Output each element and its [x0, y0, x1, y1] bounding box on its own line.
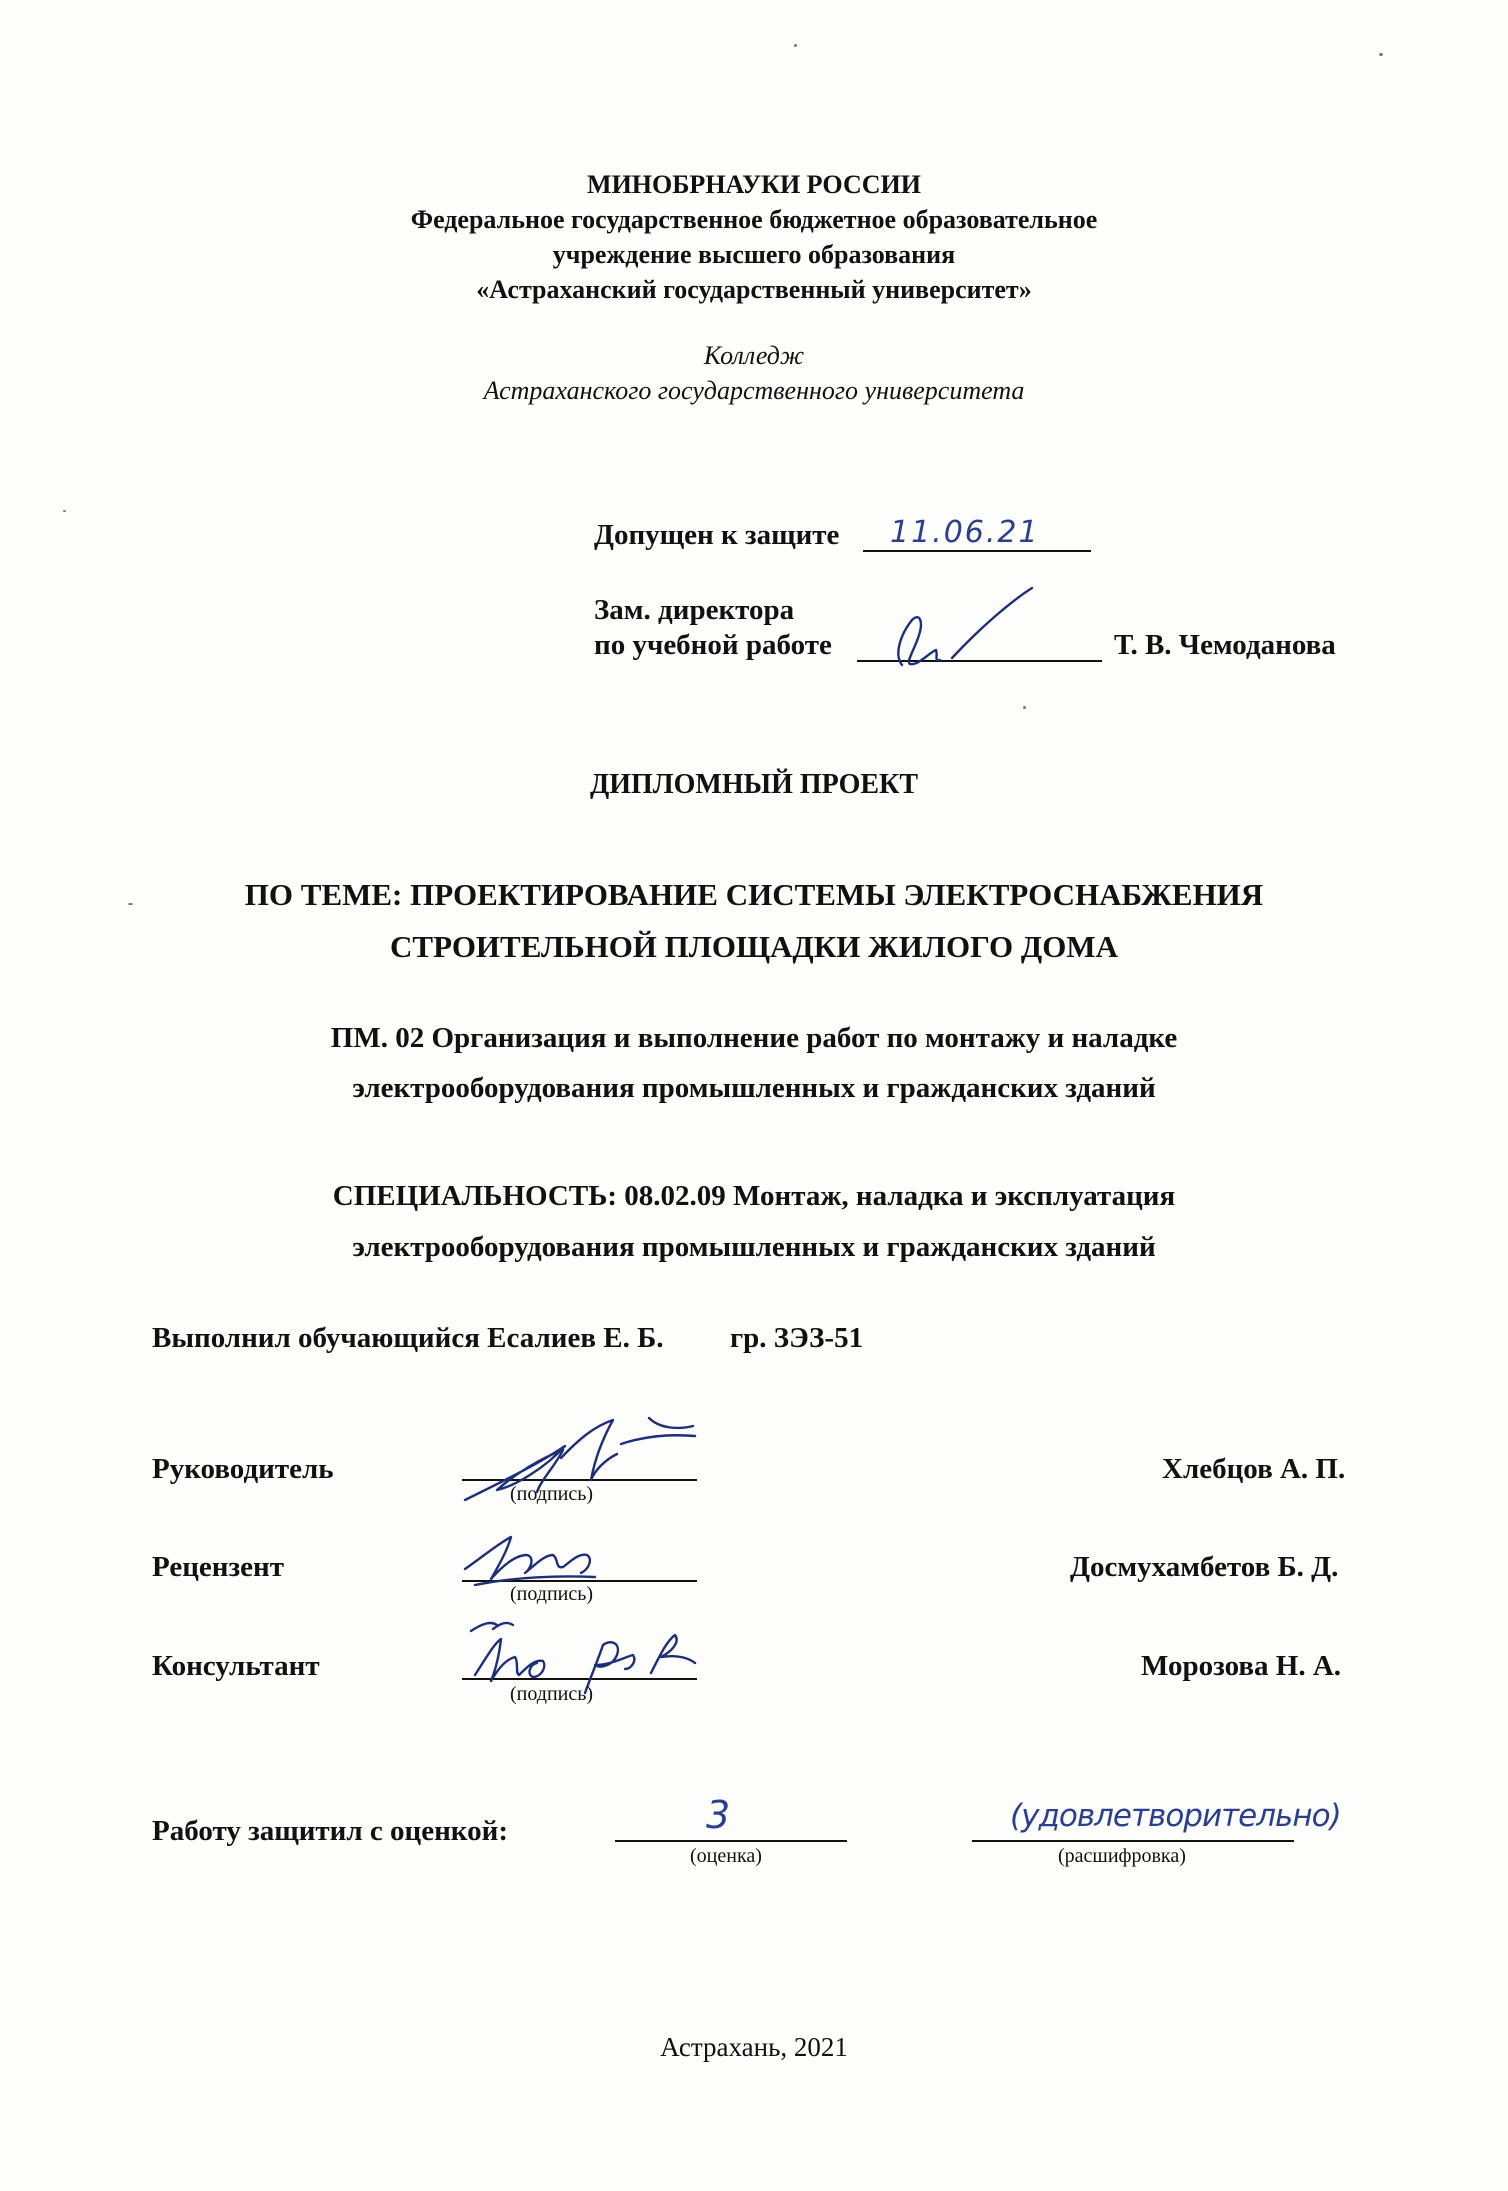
college-line-2: Астраханского государственного университета [483, 376, 1025, 405]
deputy-name: Т. В. Чемоданова [1114, 629, 1336, 661]
specialty-line-2: электрооборудования промышленных и гражданских зданий [352, 1231, 1156, 1263]
signatory-name-reviewer: Досмухамбетов Б. Д. [1070, 1551, 1339, 1583]
document-type: ДИПЛОМНЫЙ ПРОЕКТ [589, 769, 919, 800]
signature-caption-reviewer: (подпись) [510, 1583, 594, 1605]
performer-group: гр. ЗЭЗ-51 [730, 1322, 864, 1354]
admission-date: 11.06.21 [890, 515, 1040, 550]
institution-line-2: учреждение высшего образования [552, 240, 956, 269]
signatory-role-reviewer: Рецензент [152, 1551, 284, 1583]
signatory-name-supervisor: Хлебцов А. П. [1162, 1453, 1346, 1485]
grade-caption: (оценка) [690, 1845, 762, 1867]
module-line-1: ПМ. 02 Организация и выполнение работ по монтажу и наладке [330, 1022, 1178, 1054]
topic-line-1: ПО ТЕМЕ: ПРОЕКТИРОВАНИЕ СИСТЕМЫ ЭЛЕКТРОСНАБЖЕНИЯ [244, 877, 1264, 912]
decoding-line [972, 1840, 1294, 1842]
signature-caption-consultant: (подпись) [510, 1683, 594, 1705]
grade-value: 3 [706, 1793, 731, 1837]
scan-speck [1379, 53, 1383, 56]
performer: Выполнил обучающийся Есалиев Е. Б. [152, 1322, 664, 1354]
college-line-1: Колледж [703, 341, 805, 370]
scan-speck [794, 44, 797, 47]
module-line-2: электрооборудования промышленных и гражданских зданий [352, 1072, 1156, 1104]
admission-date-line [863, 550, 1091, 552]
admission-label: Допущен к защите [594, 519, 840, 551]
specialty-line-1: СПЕЦИАЛЬНОСТЬ: 08.02.09 Монтаж, наладка и эксплуатация [332, 1180, 1176, 1212]
deputy-title: Зам. директора [594, 594, 795, 626]
signatory-name-consultant: Морозова Н. А. [1141, 1650, 1342, 1682]
defense-label: Работу защитил с оценкой: [152, 1815, 508, 1847]
grade-decoding: (удовлетворительно) [1010, 1798, 1341, 1834]
signatory-role-consultant: Консультант [152, 1650, 320, 1682]
scan-speck [63, 510, 66, 512]
decoding-caption: (расшифровка) [1058, 1845, 1186, 1867]
place-and-year: Астрахань, 2021 [660, 2032, 848, 2062]
topic-line-2: СТРОИТЕЛЬНОЙ ПЛОЩАДКИ ЖИЛОГО ДОМА [390, 929, 1118, 964]
ministry-name: МИНОБРНАУКИ РОССИИ [587, 170, 921, 199]
scan-speck [1023, 706, 1026, 709]
signature-caption-supervisor: (подпись) [510, 1483, 594, 1505]
grade-line [615, 1840, 847, 1842]
deputy-signature [880, 580, 1040, 675]
university-name: «Астраханский государственный университет» [476, 275, 1032, 304]
signatory-role-supervisor: Руководитель [152, 1453, 334, 1485]
institution-line-1: Федеральное государственное бюджетное образовательное [410, 205, 1098, 234]
deputy-subtitle: по учебной работе [594, 629, 832, 661]
